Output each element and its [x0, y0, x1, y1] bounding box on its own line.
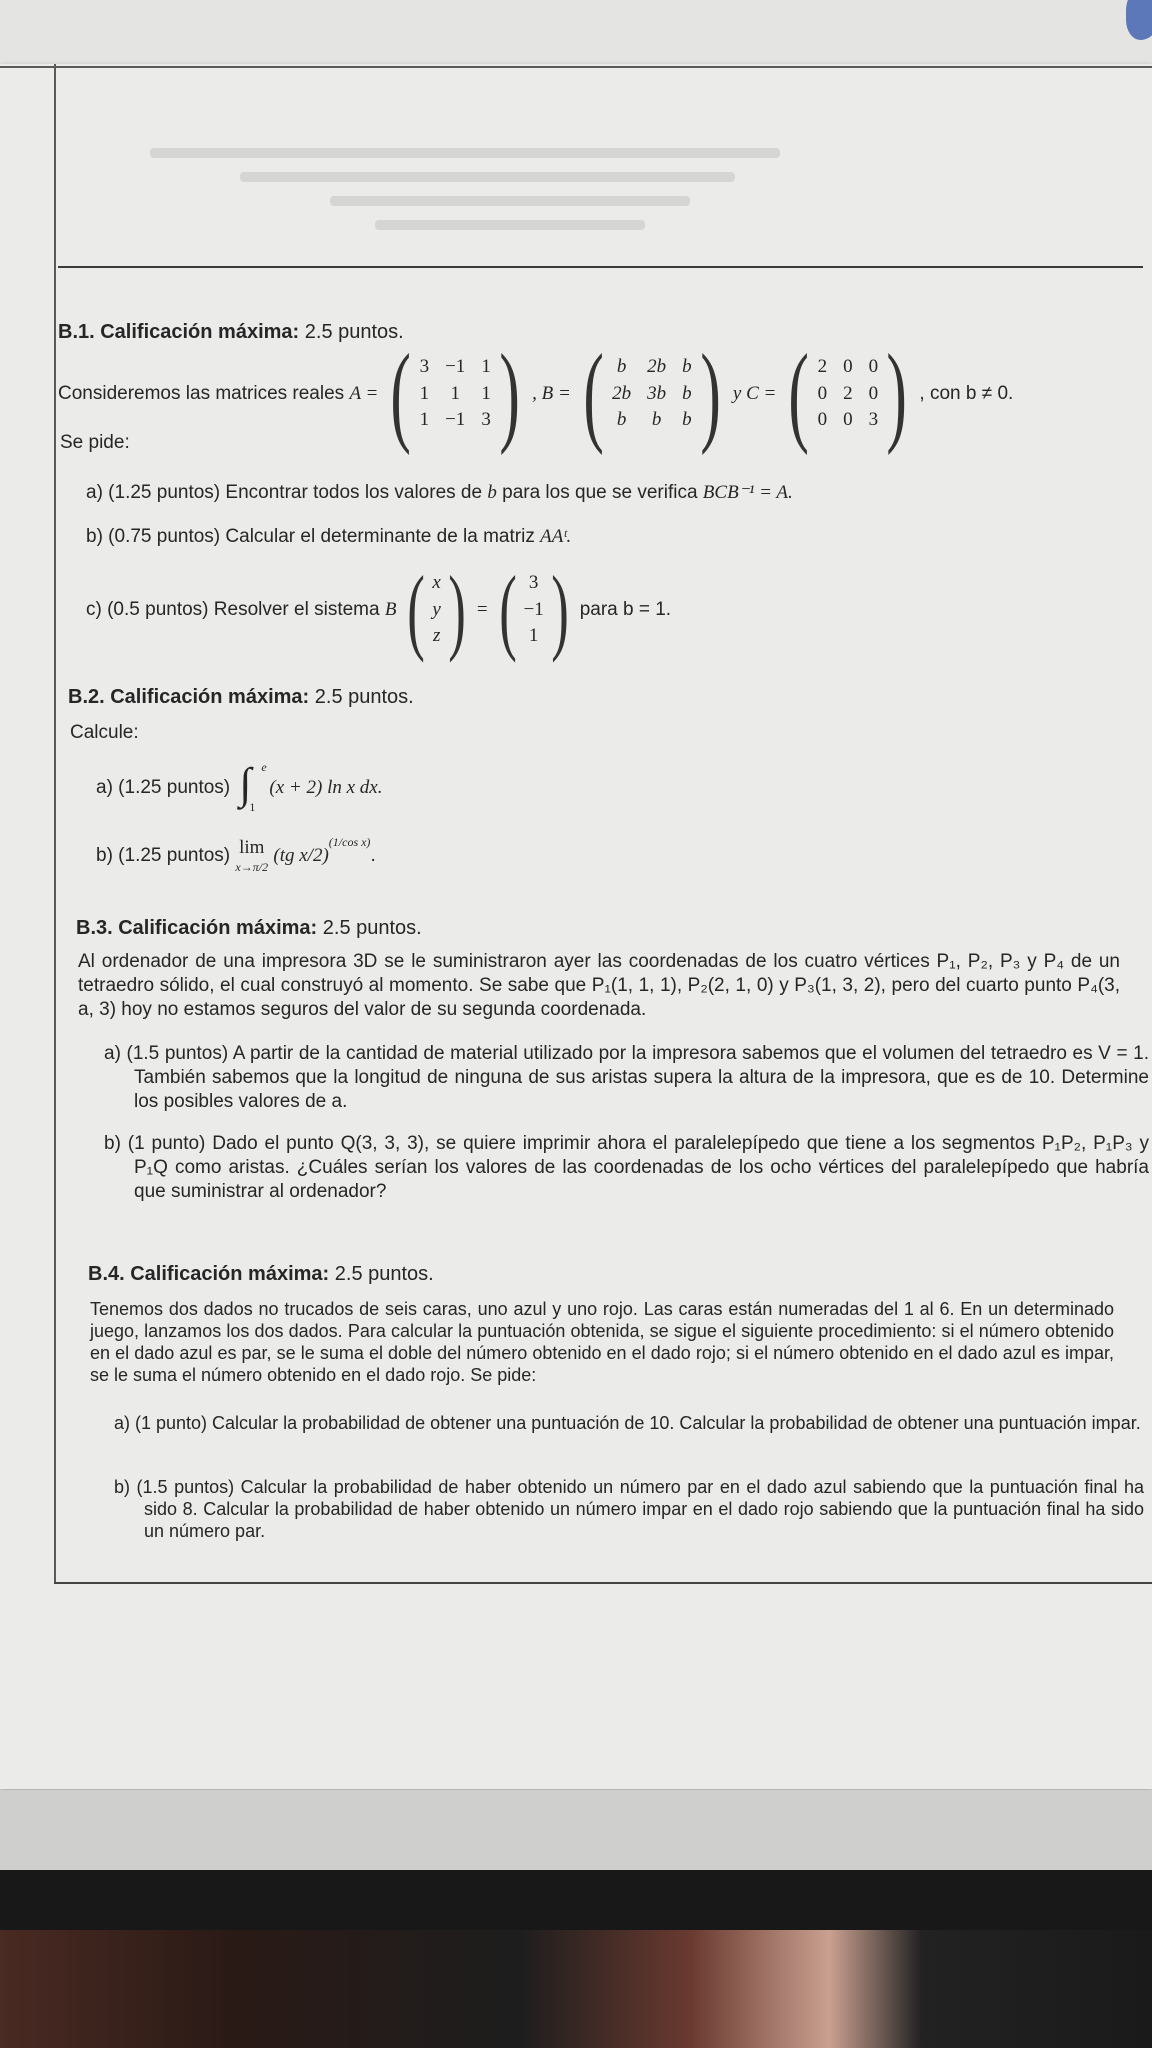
matrix-cell: 1 [450, 382, 460, 404]
matrix-cell: b [651, 409, 662, 431]
matrix-c-label: y C = [732, 382, 777, 404]
b4-heading-points: 2.5 puntos. [334, 1263, 434, 1285]
b1-part-c [86, 556, 672, 663]
matrix-a-label: A = [349, 382, 379, 404]
matrix-cell: 2 [817, 355, 828, 377]
b1-a-equation: BCB⁻¹ = A. [702, 482, 793, 503]
matrix-cell: b [616, 355, 627, 377]
b1-a-var: b [487, 482, 497, 503]
matrix-cell: 0 [843, 355, 853, 377]
matrix-cell: 3 [868, 409, 879, 431]
unknowns-entries [432, 572, 440, 648]
b1-c-text: c) (0.5 puntos) Resolver el sistema [86, 598, 380, 620]
matrix-c: ( 2 0 0 0 2 0 0 0 3 ) [788, 332, 908, 456]
b4-heading-title: B.4. Calificación máxima: [88, 1263, 330, 1285]
matrix-b: ( b 2b b 2b 3b b b b b ) [583, 332, 721, 456]
matrix-cell: 0 [817, 409, 828, 431]
dark-surface [0, 1870, 1152, 1930]
b2-b-text: b) (1.25 puntos) [96, 844, 231, 866]
b4-part-a: a) (1 punto) Calcular la probabilidad de obtener una puntuación de 10. Calcular la probabilidad de obtener una puntuación impar. [114, 1413, 1141, 1433]
b4-intro: Tenemos dos dados no trucados de seis caras, uno azul y uno rojo. Las caras están numeradas del 1 al 6. En un determinado juego, lanzamos los dos dados. Para calcular la puntuación obtenida, se sigue el siguiente procedimiento: si el número obtenido en el dado azul es par, se le suma el doble del número obtenido en el dado rojo; si el número obtenido en el dado azul es impar, se le suma el número obtenido en el dado rojo. Se pide: [90, 1299, 1114, 1385]
b1-a-text: a) (1.25 puntos) Encontrar todos los valores de [86, 482, 483, 503]
b2-b-base: (tg x/2) [273, 844, 329, 866]
b2-heading-title: B.2. Calificación máxima: [68, 686, 310, 708]
matrix-cell: b [682, 355, 692, 377]
blue-object-corner [1126, 0, 1152, 40]
b1-b-text: b) (0.75 puntos) Calcular el determinante de la matriz [86, 526, 535, 547]
b1-part-b [86, 526, 571, 549]
rhs-vector: ( 3 −1 1 ) [498, 556, 569, 663]
b1-heading [58, 320, 404, 344]
matrix-cell: b [616, 409, 627, 431]
matrix-a-entries [420, 356, 491, 432]
integral-sign: ∫ e 1 [239, 759, 267, 814]
matrix-cell: 0 [843, 409, 853, 431]
b3-heading [76, 916, 422, 940]
b2-b-end: . [370, 844, 376, 866]
b1-intro: Consideremos las matrices reales [58, 382, 345, 404]
matrix-cell: b [682, 382, 692, 404]
b3-heading-title: B.3. Calificación máxima: [76, 917, 318, 939]
equals-sign: = [476, 598, 488, 620]
rhs-entries [524, 572, 544, 648]
vector-cell: x [432, 571, 441, 593]
b3-part-b: b) (1 punto) Dado el punto Q(3, 3, 3), se quiere imprimir ahora el paralelepípedo que tiene a los segmentos P₁P₂, P₁P₃ y P₁Q como aristas. ¿Cuáles serían los valores de las coordenadas de los ocho vértices del paralelepípedo que habría que suministrar al ordenador? [104, 1133, 1149, 1202]
b1-heading-title: B.1. Calificación máxima: [58, 321, 300, 343]
matrix-cell: 1 [481, 355, 491, 377]
b3-heading-points: 2.5 puntos. [322, 917, 422, 939]
b1-b-equation: AAᵗ. [540, 526, 572, 547]
matrix-cell: 0 [817, 382, 828, 404]
matrix-cell: b [682, 409, 692, 431]
b4-part-b: b) (1.5 puntos) Calcular la probabilidad de haber obtenido un número par en el dado azul sabiendo que la puntuación final ha sido 8. Calcular la probabilidad de haber obtenido un número impar en el dado rojo sabiendo que la puntuación final ha sido un número par. [114, 1477, 1144, 1541]
b1-c-matrix-b: B [384, 598, 397, 620]
section-divider [58, 266, 1143, 268]
matrix-cell: 3b [647, 382, 667, 404]
matrix-cell: 0 [868, 382, 879, 404]
b2-b-exponent: (1/cos x) [328, 834, 371, 849]
integral-upper-limit: e [261, 760, 267, 774]
matrix-cell: 1 [419, 409, 430, 431]
frame-bottom-border [54, 1582, 1152, 1584]
matrix-cell: −1 [445, 409, 466, 431]
matrix-cell: 3 [481, 409, 491, 431]
bleed-through-text [150, 134, 1050, 304]
b2-a-text: a) (1.25 puntos) [96, 776, 231, 798]
background-top [0, 0, 1152, 70]
limit-subscript: x→π/2 [235, 860, 269, 875]
b1-c-tail: para b = 1. [579, 598, 672, 620]
b1-condition: , con b ≠ 0. [919, 382, 1014, 404]
matrix-b-entries [612, 356, 692, 432]
vector-cell: −1 [523, 598, 544, 620]
vector-cell: 3 [528, 571, 539, 593]
b1-a-text2: para los que se verifica [502, 482, 698, 503]
b2-a-integrand: (x + 2) ln x dx. [269, 776, 383, 798]
matrix-a: ( 3 −1 1 1 1 1 1 −1 3 ) [390, 332, 520, 456]
b3-intro: Al ordenador de una impresora 3D se le suministraron ayer las coordenadas de los cuatro vértices P₁, P₂, P₃ y P₄ de un tetraedro sólido, el cual construyó al momento. Se sabe que P₁(1, 1, 1), P₂(2, 1, 0) y P₃(1, 3, 2), pero del cuarto punto P₄(3, a, 3) hoy no estamos seguros del valor de su segunda coordenada. [78, 951, 1120, 1020]
limit-operator [235, 837, 268, 874]
matrix-cell: 1 [419, 382, 430, 404]
b2-part-a [96, 760, 382, 816]
b2-calcule: Calcule: [70, 722, 139, 743]
b1-heading-points: 2.5 puntos. [304, 321, 404, 343]
matrix-cell: 2b [612, 382, 632, 404]
matrix-c-entries [818, 356, 879, 432]
matrix-b-label: , B = [532, 382, 571, 404]
matrix-cell: 2b [647, 355, 667, 377]
b2-heading [68, 685, 414, 709]
vector-cell: 1 [528, 625, 539, 647]
lower-page-stack [0, 1790, 1152, 1870]
unknowns-vector: ( x y z ) [407, 556, 466, 663]
b4-heading [88, 1262, 434, 1286]
matrix-cell: −1 [445, 355, 466, 377]
matrix-cell: 3 [419, 355, 430, 377]
b1-se-pide: Se pide: [60, 432, 130, 453]
b2-heading-points: 2.5 puntos. [314, 686, 414, 708]
matrix-cell: 0 [868, 355, 879, 377]
matrix-cell: 2 [843, 382, 853, 404]
b1-part-a [86, 482, 793, 505]
background-floor [0, 1930, 1152, 2048]
matrix-cell: 1 [481, 382, 491, 404]
b2-part-b [96, 828, 376, 884]
vector-cell: y [432, 598, 441, 620]
b3-part-a: a) (1.5 puntos) A partir de la cantidad de material utilizado por la impresora sabemos que el volumen del tetraedro es V = 1. También sabemos que la longitud de ninguna de sus aristas supera la altura de la impresora, que es de 10. Determine los posibles valores de a. [104, 1043, 1149, 1112]
vector-cell: z [432, 625, 441, 647]
integral-lower-limit: 1 [249, 800, 256, 814]
limit-word: lim [239, 837, 265, 859]
